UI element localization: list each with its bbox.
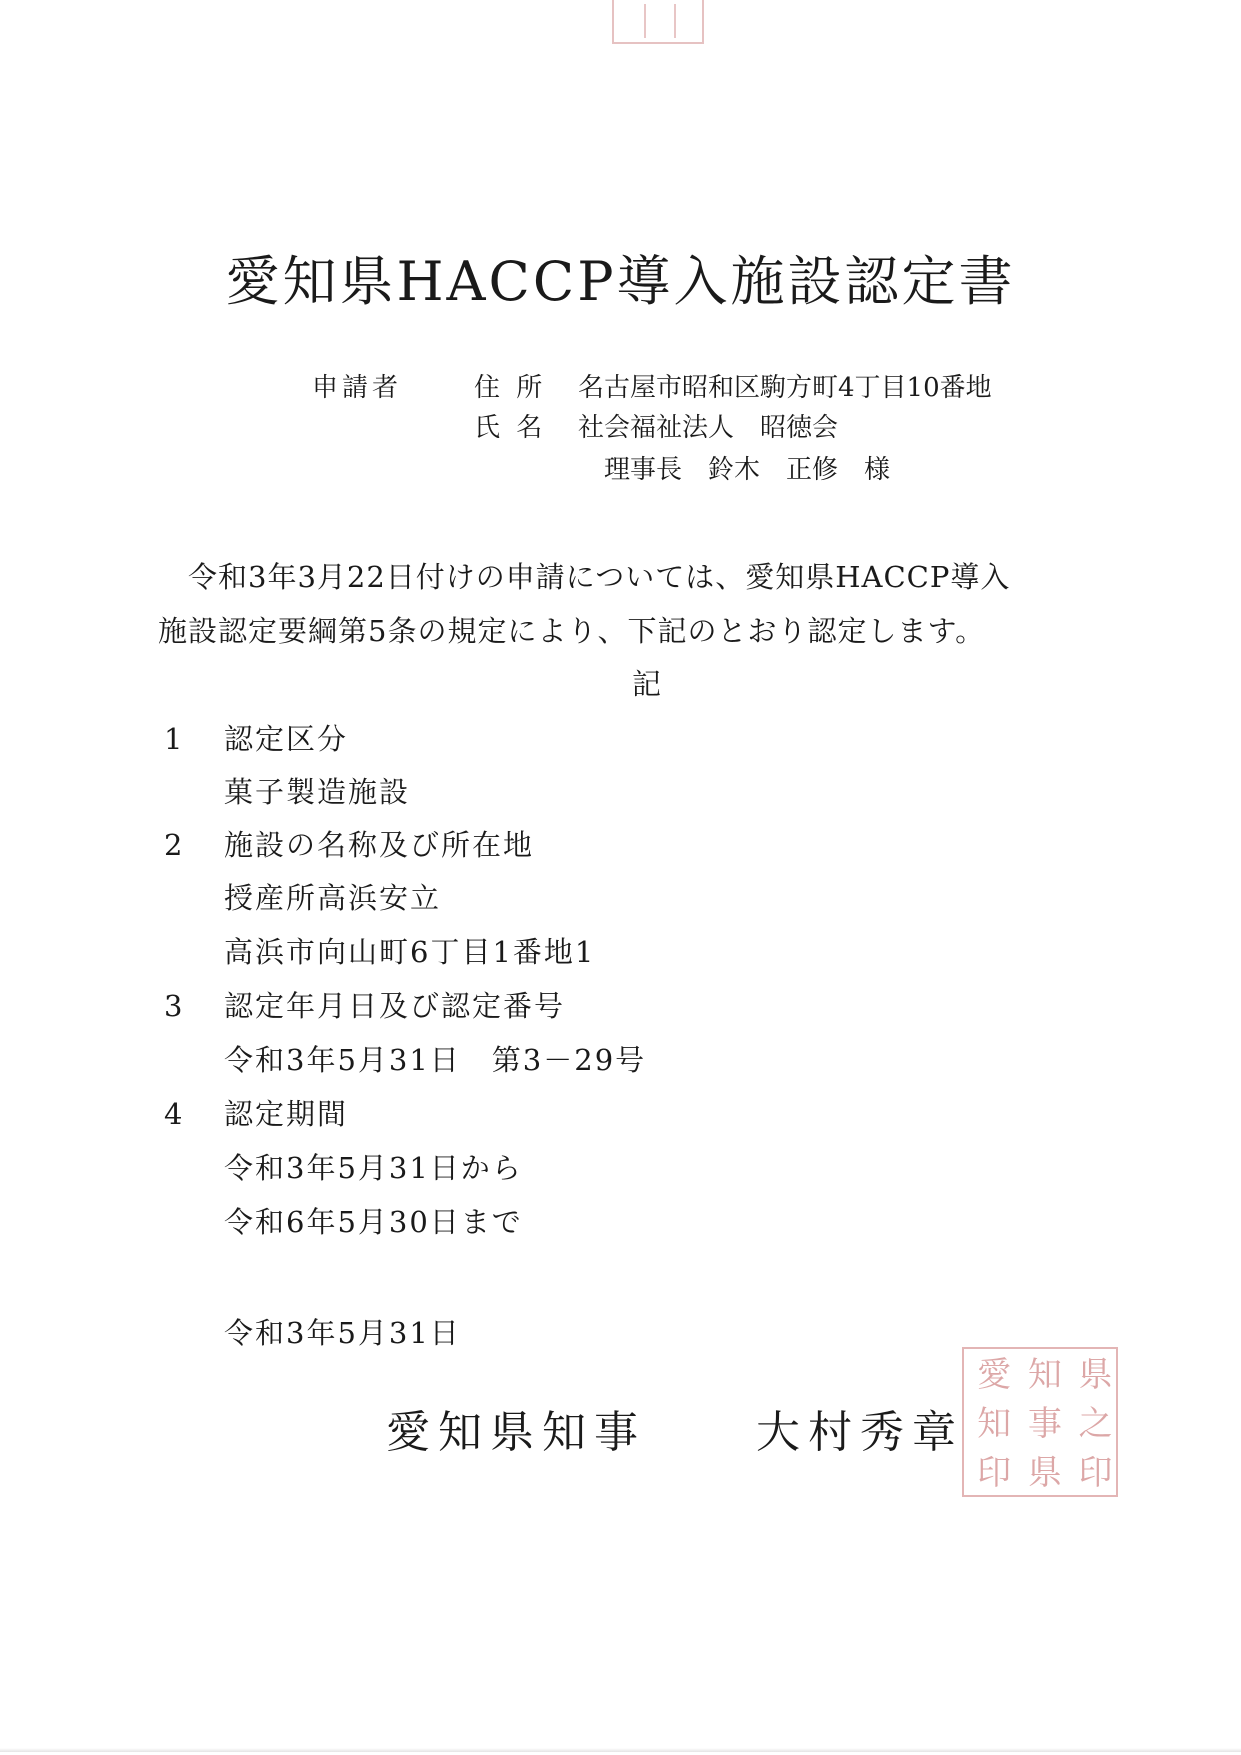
item-2-number: 2 bbox=[164, 828, 183, 862]
item-4-number: 4 bbox=[164, 1097, 183, 1131]
item-1-detail-1: 菓子製造施設 bbox=[224, 775, 411, 809]
issue-date: 令和3年5月31日 bbox=[224, 1316, 461, 1350]
applicant-organization: 社会福祉法人 昭徳会 bbox=[578, 413, 839, 443]
seal-char: 県 bbox=[1021, 1453, 1062, 1488]
applicant-label: 申請者 bbox=[312, 373, 403, 403]
item-2-heading: 施設の名称及び所在地 bbox=[224, 828, 535, 862]
item-3-detail-1: 令和3年5月31日 第3－29号 bbox=[224, 1043, 647, 1077]
top-stamp-mark bbox=[612, 0, 704, 44]
body-line-2: 施設認定要綱第5条の規定により、下記のとおり認定します。 bbox=[158, 614, 986, 648]
official-seal bbox=[962, 1347, 1118, 1497]
seal-char: 之 bbox=[1072, 1404, 1112, 1439]
seal-char: 知 bbox=[1021, 1356, 1062, 1391]
signer-title: 愛知県知事 bbox=[386, 1407, 646, 1458]
signer-name: 大村秀章 bbox=[756, 1407, 964, 1458]
scan-edge-line bbox=[0, 1748, 1241, 1752]
item-4-detail-1: 令和3年5月31日から bbox=[224, 1151, 523, 1185]
applicant-representative: 理事長 鈴木 正修 様 bbox=[604, 455, 891, 485]
document-title: 愛知県HACCP導入施設認定書 bbox=[225, 250, 1016, 313]
seal-char: 愛 bbox=[970, 1356, 1011, 1391]
item-4-detail-2: 令和6年5月30日まで bbox=[224, 1205, 523, 1239]
item-1-heading: 認定区分 bbox=[224, 722, 349, 756]
item-3-heading: 認定年月日及び認定番号 bbox=[224, 989, 566, 1023]
body-line-1: 令和3年3月22日付けの申請については、愛知県HACCP導入 bbox=[188, 560, 1011, 594]
item-1-number: 1 bbox=[164, 722, 183, 756]
item-4-heading: 認定期間 bbox=[224, 1097, 349, 1131]
seal-char: 知 bbox=[970, 1404, 1011, 1439]
item-2-detail-1: 授産所高浜安立 bbox=[224, 881, 442, 915]
name-label: 氏 名 bbox=[474, 413, 547, 443]
seal-char: 印 bbox=[970, 1453, 1011, 1488]
seal-char: 県 bbox=[1072, 1356, 1112, 1391]
item-2-detail-2: 高浜市向山町6丁目1番地1 bbox=[224, 935, 596, 969]
seal-char: 印 bbox=[1072, 1453, 1112, 1488]
applicant-address: 名古屋市昭和区駒方町4丁目10番地 bbox=[578, 373, 992, 403]
item-3-number: 3 bbox=[164, 989, 183, 1023]
ki-label: 記 bbox=[632, 667, 663, 701]
seal-char: 事 bbox=[1021, 1404, 1062, 1439]
address-label: 住 所 bbox=[474, 373, 547, 403]
